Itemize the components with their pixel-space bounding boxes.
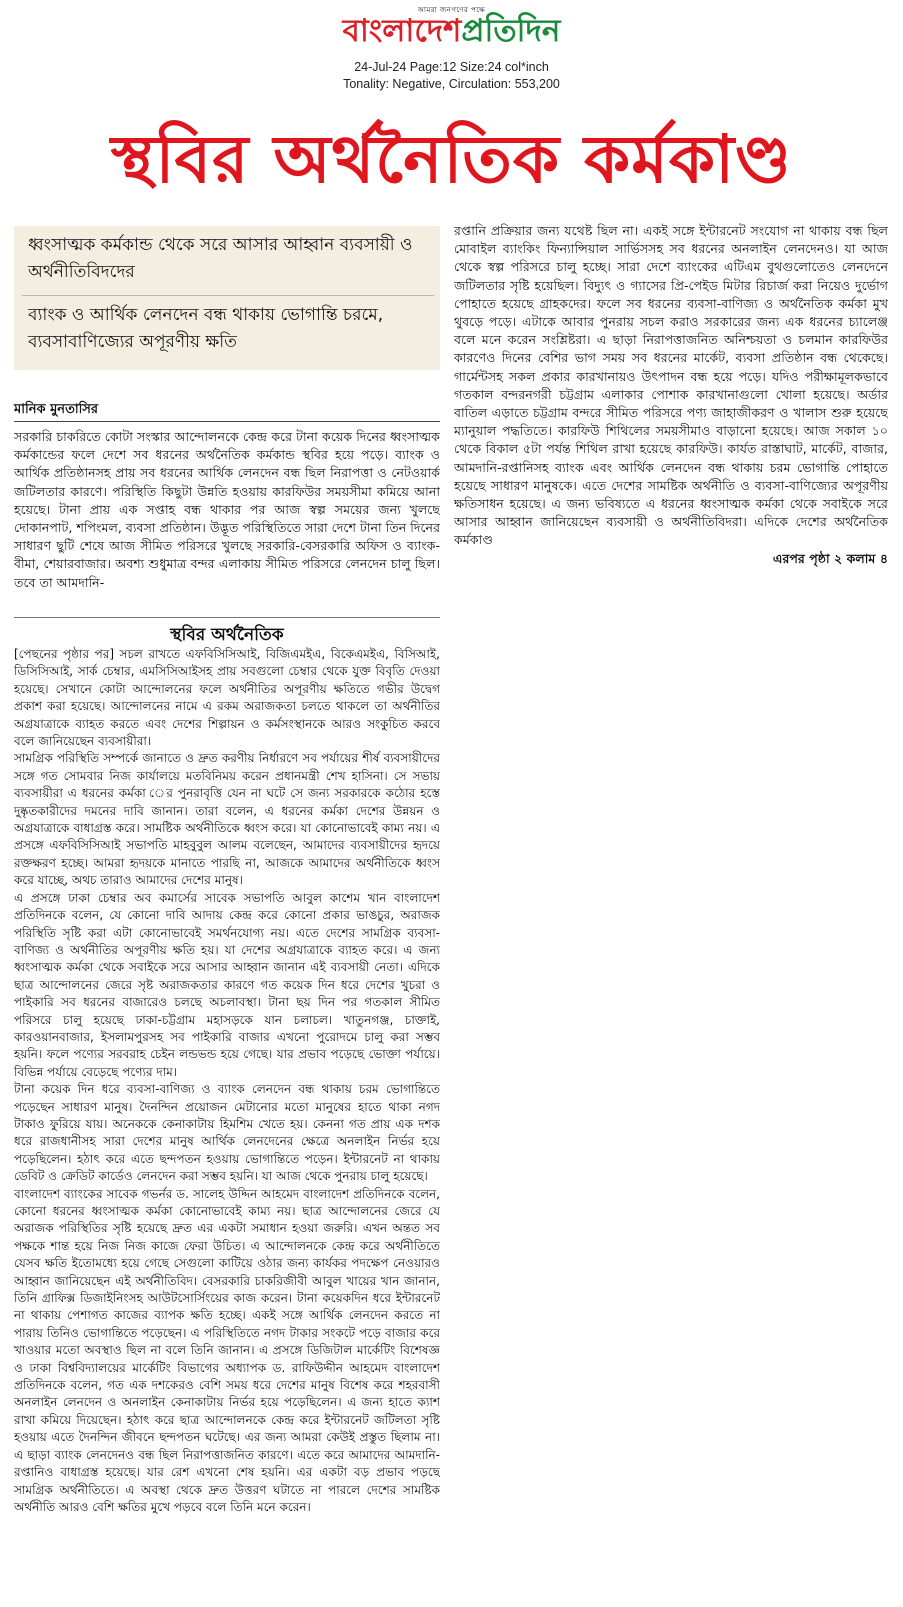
logo-part-2: প্রতিদিন [461,13,561,49]
continued-note: এরপর পৃষ্ঠা ২ কলাম ৪ [772,550,888,566]
jump-paragraph-3: এ প্রসঙ্গে ঢাকা চেম্বার অব কমার্সের সাবেক সভাপতি আবুল কাশেম খান বাংলাদেশ প্রতিদিনকে বলেন, যে কোনো দাবি আদায় কেন্দ্র করে কোনো প্রকার ভাঙচুর, অরাজক পরিস্থিতি সৃষ্টি করা এটা কোনোভাবেই সমর্থনযোগ্য নয়। এতে দেশের সামগ্রিক ব্যবসা-বাণিজ্য ও অর্থনীতির অপূরণীয় ক্ষতি হয়। যা দেশের অগ্রযাত্রাকে ব্যাহত করে। এ জন্য ধ্বংসাত্মক কর্মকা থেকে সবাইকে সরে আসার আহ্বান জানান এই ব্যবসায়ী নেতা। এদিকে ছাত্র আন্দোলনের জেরে সৃষ্ট অরাজকতার কারণে গত কয়েক দিন ধরে দেশের খুচরা ও পাইকারি সব ধরনের বাজারেও চলছে অচলাবস্থা। টানা ছয় দিন পর গতকাল সীমিত পরিসরে চালু হয়েছে ঢাকা-চট্টগ্রাম মহাসড়কে যান চলাচল। খাতুনগঞ্জ, চাক্তাই, কারওয়ানবাজার, ইসলামপুরসহ সব পাইকারি বাজার এখনো পুরোদমে চালু করা সম্ভব হয়নি। ফলে পণ্যের সরবরাহ চেইন লন্ডভন্ড হয়ে গেছে। যার প্রভাব পড়েছে ভোক্তা পর্যায়ে। বিভিন্ন পর্যায়ে বেড়েছে পণ্যের দাম। [14,890,440,1079]
jump-paragraph-2: সামগ্রিক পরিস্থিতি সম্পর্কে জানাতে ও দ্রুত করণীয় নির্ধারণে সব পর্যায়ের শীর্ষ ব্যবসায়ীদের সঙ্গে গত সোমবার নিজ কার্যালয়ে মতবিনিময় করেন প্রধানমন্ত্রী শেখ হাসিনা। সে সভায় ব্যবসায়ীরা এ ধরনের কর্মকা ের পুনরাবৃত্তি যেন না ঘটে সে জন্য সরকারকে কঠোর হস্তে দুষ্কৃতকারীদের দমনের দাবি জানান। তারা বলেন, এ ধরনের কর্মকা দেশের উন্নয়ন ও অগ্রযাত্রাকে বাধাগ্রস্ত করে। সামষ্টিক অর্থনীতিকে ধ্বংস করে। যা কোনোভাবেই কাম্য নয়। এ প্রসঙ্গে এফবিসিসিআই সভাপতি মাহবুবুল আলম বলেছেন, আমাদের ব্যবসায়ীদের হৃদয়ে রক্তক্ষরণ হচ্ছে। আমরা হৃদয়কে মানাতে পারছি না, আজকে আমাদের অর্থনীতিকে ধ্বংস করে যাচ্ছে, অথচ তারাও আমাদের দেশের মানুষ। [14,751,440,888]
jump-headline: স্থবির অর্থনৈতিক [170,625,284,645]
deck-kicker-1: ধ্বংসাত্মক কর্মকান্ড থেকে সরে আসার আহ্বান ব্যবসায়ী ও অর্থনীতিবিদদের [28,235,413,282]
masthead-tagline: আমরা জনগণের পক্ষে [417,6,486,14]
jump-tag: [পেছনের পৃষ্ঠার পর] [14,647,115,661]
article-deck-box [14,226,440,370]
newspaper-logo [0,13,903,49]
deck-divider [22,295,434,296]
logo-part-1: বাংলাদেশ [342,13,462,49]
article-headline: স্থবির অর্থনৈতিক কর্মকাণ্ড [110,121,793,198]
jump-divider [14,617,440,618]
byline-rule [14,421,440,422]
article-left-column [14,428,440,612]
clip-info-line-2: Tonality: Negative, Circulation: 553,200 [343,77,560,91]
deck-kicker-2: ব্যাংক ও আর্থিক লেনদেন বন্ধ থাকায় ভোগান্তি চরমে, ব্যবসাবাণিজ্যের অপূরণীয় ক্ষতি [28,305,384,352]
jump-body-column [14,646,440,1598]
masthead [0,4,903,49]
byline: মানিক মুনতাসির [14,402,99,417]
jump-paragraph-1: সচল রাখতে এফবিসিসিআই, বিজিএমইএ, বিকেএমইএ, বিসিআই, ডিসিসিআই, সার্ক চেম্বার, এমসিসিআইসহ প্রায় সবগুলো চেম্বার থেকে যুক্ত বিবৃতি দেওয়া হয়েছে। সেখানে কোটা আন্দোলনের ফলে অর্থনীতির অপূরণীয় ক্ষতিতে গভীর উদ্বেগ প্রকাশ করা হয়েছে। আন্দোলনের নামে এ রকম অরাজকতা চলতে থাকলে তা অর্থনীতির অগ্রযাত্রাকে ব্যাহত করতে এবং দেশের শিল্পায়ন ও কর্মসংস্থানকে আরও সংকুচিত করবে বলে জানিয়েছেন ব্যবসায়ীরা। [14,647,440,749]
jump-paragraph-4: টানা কয়েক দিন ধরে ব্যবসা-বাণিজ্য ও ব্যাংক লেনদেন বন্ধ থাকায় চরম ভোগান্তিতে পড়েছেন সাধারণ মানুষ। দৈনন্দিন প্রয়োজন মেটানোর মতো মানুষের হাতে থাকা নগদ টাকাও ফুরিয়ে যায়। অনেককে কেনাকাটায় হিমশিম খেতে হয়। কেননা গত প্রায় এক দশক ধরে রাজধানীসহ সারা দেশের মানুষ আর্থিক লেনদেনের ক্ষেত্রে অনলাইন নির্ভর হয়ে পড়েছিলেন। হঠাৎ করে এতে ছন্দপতন হওয়ায় ভোগান্তিতে পড়েন। ইন্টারনেট না থাকায় ডেবিট ও ক্রেডিট কার্ডেও লেনদেন করা সম্ভব হয়নি। যা আজ থেকে পুনরায় চালু হয়েছে। [14,1082,440,1184]
article-left-body: সরকারি চাকরিতে কোটা সংস্কার আন্দোলনকে কেন্দ্র করে টানা কয়েক দিনের ধ্বংসাত্মক কর্মকান্ডের ফলে দেশে সব ধরনের অর্থনৈতিক কর্মকান্ড স্থবির হয়ে পড়ে। ব্যাংক ও আর্থিক প্রতিষ্ঠানসহ প্রায় সব ধরনের আর্থিক লেনদেন বন্ধ ছিল নিরাপত্তা ও নেটওয়ার্ক জটিলতার কারণে। পরিস্থিতি কিছুটা উন্নতি হওয়ায় কারফিউর সময়সীমা কমিয়ে আনা হয়েছে। টানা প্রায় এক সপ্তাহ বন্ধ থাকার পর আজ স্বল্প সময়ের জন্য খুলছে দোকানপাট, শপিংমল, ব্যবসা প্রতিষ্ঠান। উদ্ভূত পরিস্থিতিতে সারা দেশে টানা তিন দিনের সাধারণ ছুটি শেষে আজ সীমিত পরিসরে খুলছে সরকারি-বেসরকারি অফিস ও ব্যাংক-বীমা, শেয়ারবাজার। অবশ্য শুধুমাত্র বন্দর এলাকায় সীমিত পরিসরে লেনদেন চালু ছিল। তবে তা আমদানি- [14,429,440,590]
article-right-column [454,222,888,614]
jump-paragraph-5: বাংলাদেশ ব্যাংকের সাবেক গভর্নর ড. সালেহ উদ্দিন আহমেদ বাংলাদেশ প্রতিদিনকে বলেন, কোনো ধরনের ধ্বংসাত্মক কর্মকা কোনোভাবেই কাম্য নয়। ছাত্র আন্দোলনের জেরে যে অরাজক পরিস্থিতির সৃষ্টি হয়েছে দ্রুত এর একটা সমাধান হওয়া জরুরি। এখন অন্তত সব পক্ষকে শান্ত হয়ে নিজ নিজ কাজে ফেরা উচিত। এ আন্দোলনকে কেন্দ্র করে অর্থনীতিতে যেসব ক্ষতি ইতোমধ্যে হয়ে গেছে সেগুলো কাটিয়ে ওঠার জন্য কার্যকর পদক্ষেপ নেওয়ারও আহ্বান জানিয়েছেন এই অর্থনীতিবিদ। বেসরকারি চাকরিজীবী আবুল খায়ের খান জানান, তিনি গ্রাফিক্স ডিজাইনিংসহ আউটসোর্সিংয়ের কাজ করেন। টানা কয়েকদিন ধরে ইন্টারনেট না থাকায় পেশাগত কাজের ব্যাপক ক্ষতি হচ্ছে। একই সঙ্গে আর্থিক লেনদেন করতে না পারায় তিনিও ভোগান্তিতে পড়েছেন। এ পরিস্থিতিতে নগদ টাকার সংকটে পড়ে বাজার করে খাওয়ার মতো অবস্থাও ছিল না বলে তিনি জানান। এ প্রসঙ্গে ডিজিটাল মার্কেটিং বিশেষজ্ঞ ও ঢাকা বিশ্ববিদ্যালয়ের মার্কেটিং বিভাগের অধ্যাপক ড. রাফিউদ্দীন আহমেদ বাংলাদেশ প্রতিদিনকে বলেন, গত এক দশকেরও বেশি সময় ধরে দেশের মানুষ বিশেষ করে শহরবাসী অনলাইন লেনদেন ও অনলাইন কেনাকাটায় নির্ভর হয়ে পড়েছিলেন। এ জন্য হাতে ক্যাশ রাখা কমিয়ে দিয়েছেন। হঠাৎ করে ছাত্র আন্দোলনকে কেন্দ্র করে ইন্টারনেট জটিলতা সৃষ্টি হওয়ায় এতে দৈনন্দিন জীবনে ছন্দপতন ঘটেছে। এর জন্য আমরা কেউই প্রস্তুত ছিলাম না। এ ছাড়া ব্যাংক লেনদেনও বন্ধ ছিল নিরাপত্তাজনিত কারণে। এতে করে আমাদের আমদানি-রপ্তানিও বাধাগ্রস্ত হয়েছে। যার রেশ এখনো শেষ হয়নি। এর একটা বড় প্রভাব পড়ছে সামগ্রিক অর্থনীতিতে। এ অবস্থা থেকে দ্রুত উত্তরণ ঘটাতে না পারলে দেশের সামষ্টিক অর্থনীতি আরও বেশি ক্ষতির মুখে পড়বে বলে তিনি মনে করেন। [14,1186,440,1514]
article-right-body: রপ্তানি প্রক্রিয়ার জন্য যথেষ্ট ছিল না। একই সঙ্গে ইন্টারনেট সংযোগ না থাকায় বন্ধ ছিল মোবাইল ব্যাংকিং ফিন্যান্সিয়াল সার্ভিসসহ সব ধরনের অনলাইন লেনদেনও। যা আজ থেকে স্বল্প পরিসরে চালু হচ্ছে। সারা দেশে ব্যাংকের এটিএম বুথগুলোতেও লেনদেনে জটিলতার সৃষ্টি হয়েছিল। বিদ্যুৎ ও গ্যাসের প্রি-পেইড মিটার রিচার্জ করা নিয়েও দুর্ভোগ পোহাতে হয়েছে গ্রাহকদের। ফলে সব ধরনের ব্যবসা-বাণিজ্য ও অর্থনৈতিক কর্মকা মুখ থুবড়ে পড়ে। এটাকে আবার পুনরায় সচল করাও সরকারের জন্য এক ধরনের চ্যালেঞ্জ বলে মনে করেন সংশ্লিষ্টরা। এ ছাড়া নিরাপত্তাজনিত অনিশ্চয়তা ও চলমান কারফিউর কারণেও দিনের বেশির ভাগ সময় সব ধরনের মার্কেট, ব্যবসা প্রতিষ্ঠান বন্ধ থেকেছে। গার্মেন্টসহ সকল প্রকার কারখানায়ও উৎপাদন বন্ধ হয়ে পড়ে। যদিও পরীক্ষামূলকভাবে গতকাল বন্দরনগরী চট্টগ্রাম এলাকার পোশাক কারখানাগুলো খোলা হয়েছে। অর্ডার বাতিল এড়াতে চট্টগ্রাম বন্দরে সীমিত পরিসরে পণ্য জাহাজীকরণ ও খালাস শুরু হয়েছে ম্যানুয়াল পদ্ধতিতে। কারফিউ শিথিলের সময়সীমাও বাড়ানো হয়েছে। আজ সকাল ১০ থেকে বিকাল ৫টা পর্যন্ত শিথিল রাখা হয়েছে কারফিউ। কার্যত রাস্তাঘাট, মার্কেট, বাজার, আমদানি-রপ্তানিসহ ব্যাংক এবং আর্থিক লেনদেন বন্ধ থাকায় চরম ভোগান্তি পোহাতে হয়েছে সাধারণ মানুষকে। এতে দেশের সামষ্টিক অর্থনীতি ও ব্যবসা-বাণিজ্যের অপূরণীয় ক্ষতিসাধন হয়েছে। এ জন্য ভবিষ্যতে এ ধরনের ধ্বংসাত্মক কর্মকা থেকে সবাইকে সরে আসার আহ্বান জানিয়েছেন ব্যবসায়ী ও অর্থনীতিবিদরা। এদিকে দেশের অর্থনৈতিক কর্মকাণ্ড [454,223,888,548]
clip-info-line-1: 24-Jul-24 Page:12 Size:24 col*inch [354,60,549,74]
